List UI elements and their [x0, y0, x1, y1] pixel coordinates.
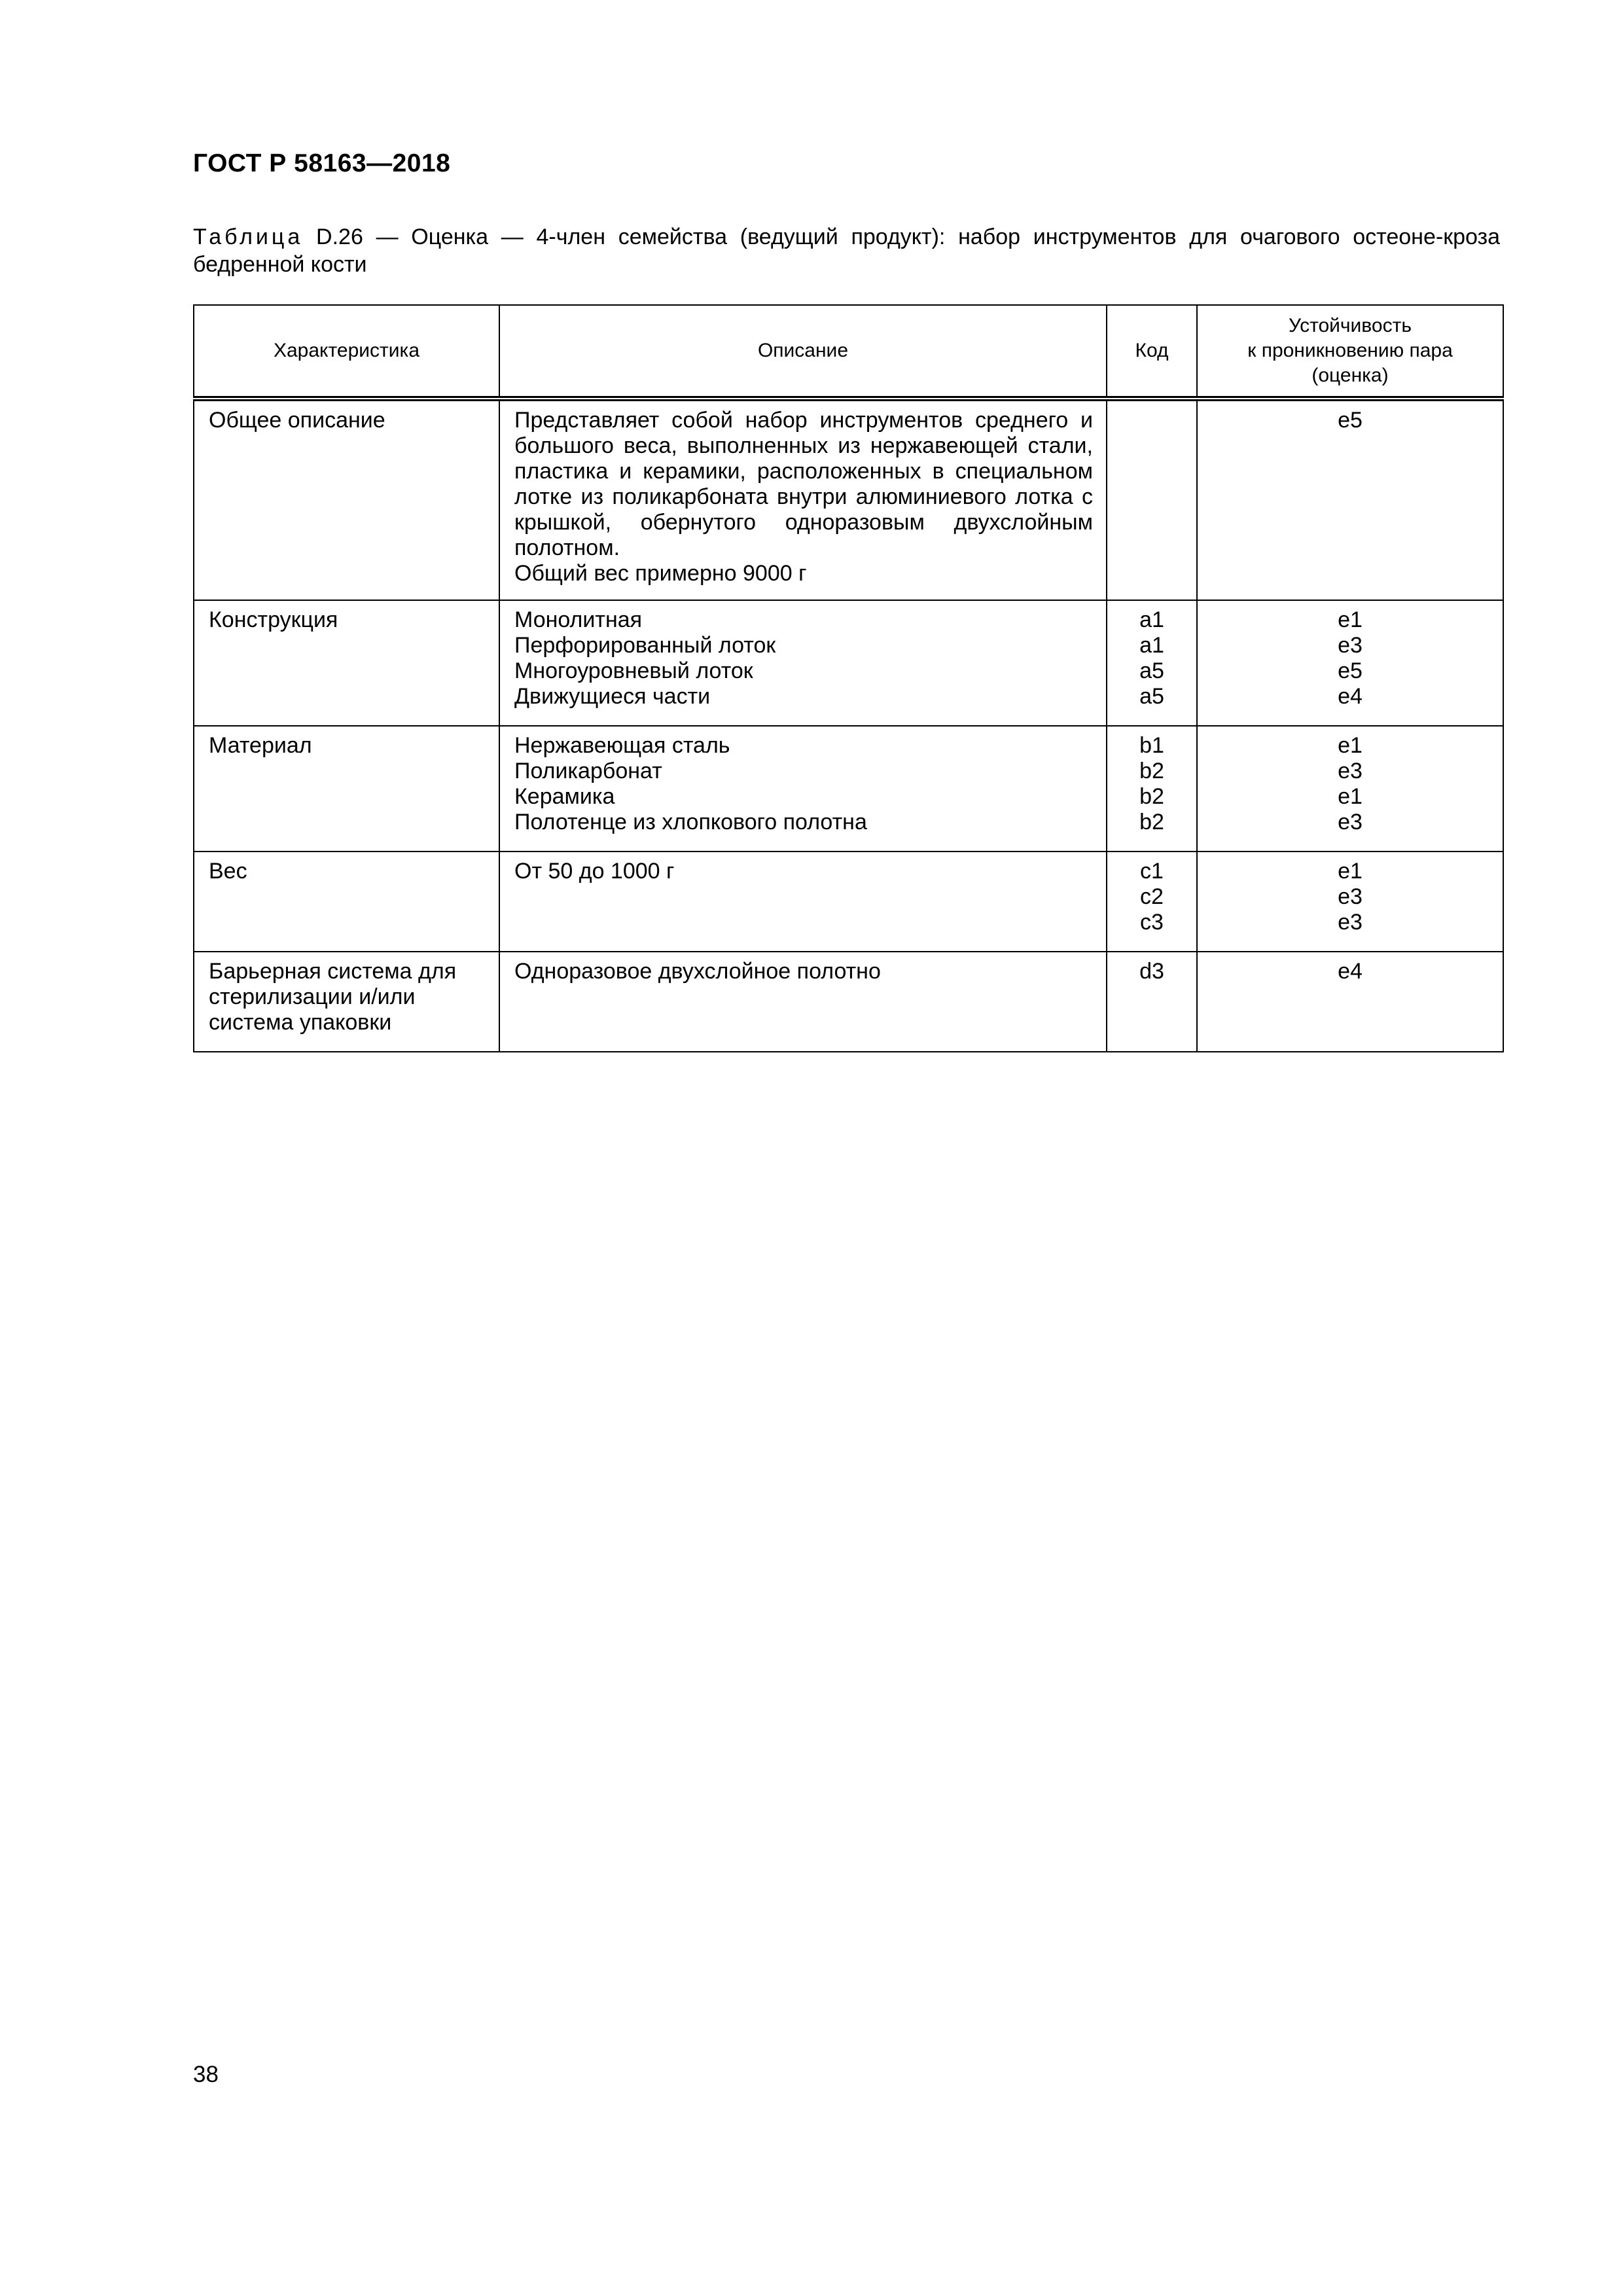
cell-characteristic	[194, 726, 499, 852]
characteristic-line: стерилизации и/или	[209, 984, 416, 1009]
characteristic-line: система упаковки	[209, 1010, 392, 1035]
table-row-general	[194, 399, 1503, 600]
description-line: Движущиеся части	[514, 684, 711, 709]
table-label: Таблица	[193, 224, 304, 249]
table-row-material	[194, 726, 1503, 852]
cell-score	[1197, 726, 1503, 852]
header-resistance-line: Устойчивость	[1289, 315, 1412, 336]
score-value: e3	[1338, 633, 1363, 658]
table-header-row	[194, 305, 1503, 399]
characteristic-line: Барьерная система для	[209, 959, 457, 984]
cell-description	[499, 952, 1107, 1052]
cell-description	[499, 399, 1107, 600]
header-resistance	[1197, 305, 1503, 399]
description-text: Представляет собой набор инструментов среднего и большого веса, выполненных из нержавеющей стали, пластика и керамики, расположенных в специальном лотке из поликарбоната внутри алюминиевого лотка с крышкой, обернутого одноразовым двухслойным полотном.	[514, 408, 1093, 560]
score-value: e3	[1338, 810, 1363, 834]
code-value: c3	[1140, 910, 1164, 935]
code-value: d3	[1139, 959, 1164, 984]
cell-characteristic	[194, 952, 499, 1052]
characteristic-line: Конструкция	[209, 607, 338, 632]
header-description: Описание	[499, 305, 1107, 399]
cell-score	[1197, 600, 1503, 726]
table-row-weight	[194, 852, 1503, 952]
code-value: c2	[1140, 884, 1164, 909]
table-title: D.26 — Оценка — 4-член семейства (ведущий продукт): набор инструментов для очагового остеоне-кроза бедренной кости	[193, 224, 1501, 277]
header-code: Код	[1107, 305, 1197, 399]
table-row-construction	[194, 600, 1503, 726]
cell-score	[1197, 852, 1503, 952]
cell-code	[1107, 952, 1197, 1052]
cell-code	[1107, 726, 1197, 852]
code-value: b1	[1139, 733, 1164, 758]
characteristic-line: Вес	[209, 859, 247, 884]
code-value: b2	[1139, 810, 1164, 834]
header-resistance-line: к проникновению пара	[1247, 340, 1453, 361]
header-characteristic: Характеристика	[194, 305, 499, 399]
description-line: Поликарбонат	[514, 759, 662, 783]
code-value: a1	[1139, 607, 1164, 632]
table-caption	[193, 223, 1500, 278]
code-value: a5	[1139, 658, 1164, 683]
cell-characteristic	[194, 852, 499, 952]
cell-characteristic	[194, 600, 499, 726]
description-line: Керамика	[514, 784, 615, 809]
assessment-table	[193, 304, 1504, 1052]
table-row-barrier-system	[194, 952, 1503, 1052]
score-value: e1	[1338, 733, 1363, 758]
page-number: 38	[193, 2062, 219, 2087]
score-value: e3	[1338, 910, 1363, 935]
description-line: Нержавеющая сталь	[514, 733, 730, 758]
cell-description	[499, 600, 1107, 726]
code-value: b2	[1139, 759, 1164, 783]
cell-score	[1197, 952, 1503, 1052]
description-line: Монолитная	[514, 607, 643, 632]
header-resistance-line: (оценка)	[1311, 365, 1389, 386]
characteristic-line: Материал	[209, 733, 312, 758]
document-code: ГОСТ Р 58163—2018	[193, 149, 451, 177]
score-value: e5	[1338, 408, 1363, 433]
score-value: e3	[1338, 759, 1363, 783]
description-line: Одноразовое двухслойное полотно	[514, 959, 881, 984]
score-value: e4	[1338, 684, 1363, 709]
cell-code	[1107, 600, 1197, 726]
cell-description	[499, 852, 1107, 952]
cell-code	[1107, 399, 1197, 600]
cell-characteristic	[194, 399, 499, 600]
score-value: e1	[1338, 607, 1363, 632]
description-text: Общий вес примерно 9000 г	[514, 561, 807, 586]
score-value: e1	[1338, 859, 1363, 884]
code-value: a1	[1139, 633, 1164, 658]
code-value: c1	[1140, 859, 1164, 884]
score-value: e1	[1338, 784, 1363, 809]
description-line: От 50 до 1000 г	[514, 859, 675, 884]
description-line: Перфорированный лоток	[514, 633, 776, 658]
cell-code	[1107, 852, 1197, 952]
cell-description	[499, 726, 1107, 852]
code-value: a5	[1139, 684, 1164, 709]
score-value: e5	[1338, 658, 1363, 683]
characteristic-line: Общее описание	[209, 408, 385, 433]
cell-score	[1197, 399, 1503, 600]
code-value: b2	[1139, 784, 1164, 809]
score-value: e3	[1338, 884, 1363, 909]
description-line: Полотенце из хлопкового полотна	[514, 810, 867, 834]
description-line: Многоуровневый лоток	[514, 658, 753, 683]
score-value: e4	[1338, 959, 1363, 984]
